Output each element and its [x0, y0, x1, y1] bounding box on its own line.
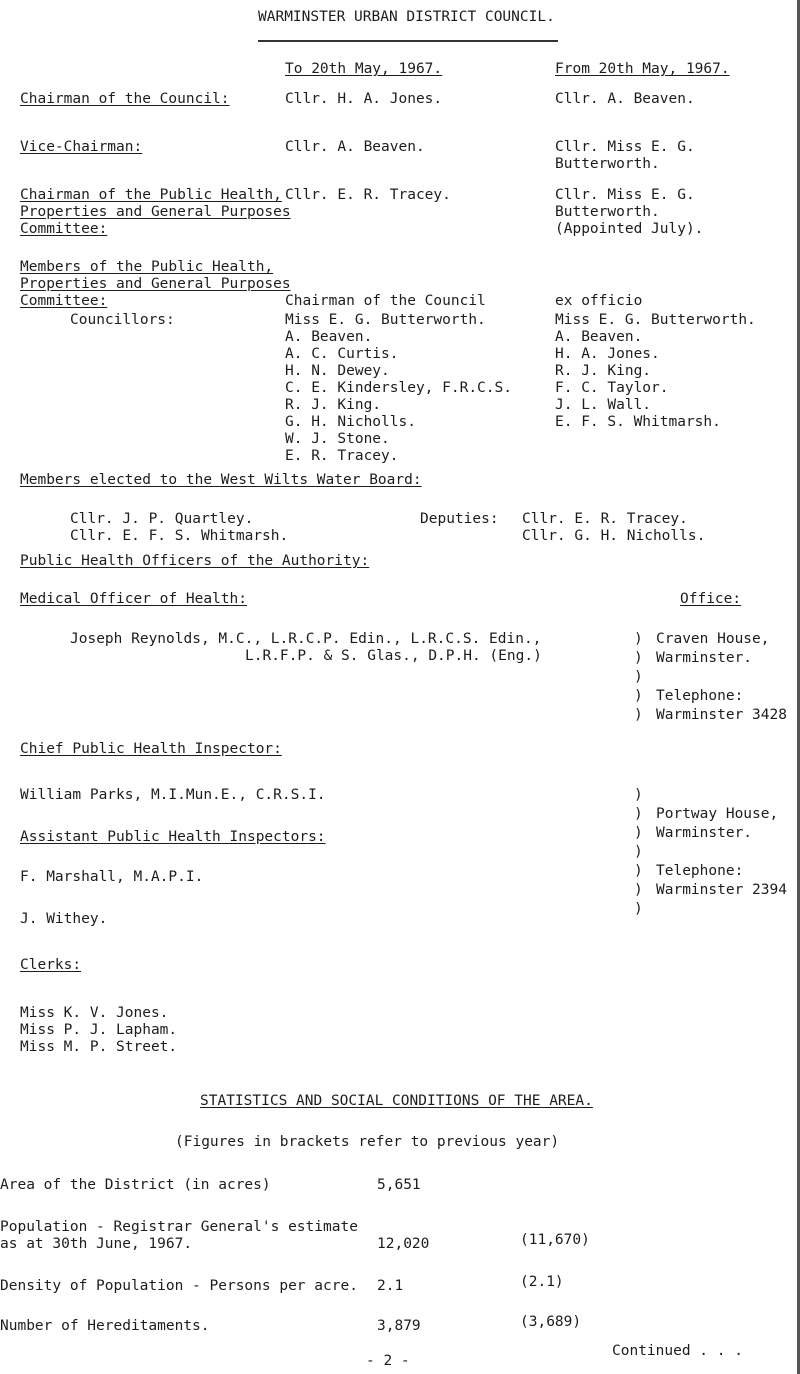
member-item: E. R. Tracey.	[285, 448, 399, 464]
committee-to-members	[285, 311, 512, 464]
statistics-heading: STATISTICS AND SOCIAL CONDITIONS OF THE AREA.	[200, 1093, 593, 1109]
member-item: H. N. Dewey.	[285, 363, 390, 379]
water-board-members: Cllr. J. P. Quartley. Cllr. E. F. S. Whitmarsh.	[70, 511, 289, 544]
stat-label-density: Density of Population - Persons per acre.	[0, 1278, 358, 1294]
member-item: A. Beaven.	[285, 329, 373, 345]
office-from-chairman: Cllr. A. Beaven.	[555, 91, 695, 107]
office-label-vice-chairman: Vice-Chairman:	[20, 139, 143, 155]
office-to-committee-chairman: Cllr. E. R. Tracey.	[285, 187, 451, 203]
clerk-item: Miss K. V. Jones.	[20, 1005, 169, 1021]
cphi-name: William Parks, M.I.Mun.E., C.R.S.I.	[20, 787, 326, 803]
member-item: C. E. Kindersley, F.R.C.S.	[285, 380, 512, 396]
inspectors-office-address: Portway House, Warminster. Telephone: Warminster 2394	[656, 806, 787, 898]
member-item: R. J. King.	[285, 397, 382, 413]
member-item: R. J. King.	[555, 363, 652, 379]
clerk-item: Miss M. P. Street.	[20, 1039, 178, 1055]
committee-members-label: Members of the Public Health, Properties and General Purposes Committee:	[20, 259, 291, 309]
clerks-label: Clerks:	[20, 957, 82, 973]
member-item: A. Beaven.	[555, 329, 643, 345]
assistant-inspector-name: F. Marshall, M.A.P.I.	[20, 869, 204, 885]
deputies-label: Deputies:	[420, 511, 499, 527]
stat-prev-population: (11,670)	[520, 1232, 590, 1248]
stat-label-hereditaments: Number of Hereditaments.	[0, 1318, 210, 1334]
office-label-chairman: Chairman of the Council:	[20, 91, 230, 107]
page-title: WARMINSTER URBAN DISTRICT COUNCIL.	[258, 9, 555, 25]
stat-prev-hereditaments: (3,689)	[520, 1314, 582, 1330]
title-rule	[258, 40, 558, 42]
clerks-list	[20, 1004, 177, 1055]
office-to-vice-chairman: Cllr. A. Beaven.	[285, 139, 425, 155]
member-item: F. C. Taylor.	[555, 380, 669, 396]
member-item: Miss E. G. Butterworth.	[555, 312, 756, 328]
officers-heading: Public Health Officers of the Authority:	[20, 553, 370, 569]
assistant-inspector-name: J. Withey.	[20, 911, 108, 927]
cphi-label: Chief Public Health Inspector:	[20, 741, 282, 757]
committee-from-head: ex officio	[555, 293, 643, 309]
member-item: Miss E. G. Butterworth.	[285, 312, 486, 328]
office-from-vice-chairman: Cllr. Miss E. G. Butterworth.	[555, 139, 695, 172]
stat-label-population: Population - Registrar General's estimate as at 30th June, 1967.	[0, 1219, 358, 1252]
councillors-label: Councillors:	[70, 312, 175, 328]
member-item: W. J. Stone.	[285, 431, 390, 447]
water-board-heading: Members elected to the West Wilts Water Board:	[20, 472, 422, 488]
column-heading-to: To 20th May, 1967.	[285, 61, 443, 77]
member-item: J. L. Wall.	[555, 397, 652, 413]
member-item: H. A. Jones.	[555, 346, 660, 362]
committee-to-head: Chairman of the Council	[285, 293, 486, 309]
moh-label: Medical Officer of Health:	[20, 591, 247, 607]
stat-prev-density: (2.1)	[520, 1274, 564, 1290]
member-item: G. H. Nicholls.	[285, 414, 416, 430]
office-label-committee-chairman: Chairman of the Public Health, Properties and General Purposes Committee:	[20, 187, 291, 237]
page-number: - 2 -	[366, 1353, 410, 1369]
office-label: Office:	[680, 591, 742, 607]
stat-value-population: 12,020	[377, 1236, 430, 1252]
office-to-chairman: Cllr. H. A. Jones.	[285, 91, 443, 107]
assistant-inspectors-label: Assistant Public Health Inspectors:	[20, 829, 326, 845]
statistics-note: (Figures in brackets refer to previous year)	[175, 1134, 560, 1150]
member-item: E. F. S. Whitmarsh.	[555, 414, 721, 430]
stat-value-density: 2.1	[377, 1278, 404, 1294]
continued-note: Continued . . .	[612, 1343, 743, 1359]
stat-label-area: Area of the District (in acres)	[0, 1177, 271, 1193]
column-heading-from: From 20th May, 1967.	[555, 61, 730, 77]
committee-from-members	[555, 311, 756, 430]
moh-office-address: Craven House, Warminster. Telephone: Warminster 3428	[656, 631, 787, 723]
stat-value-area: 5,651	[377, 1177, 421, 1193]
moh-name: Joseph Reynolds, M.C., L.R.C.P. Edin., L.R.C.S. Edin., L.R.F.P. & S. Glas., D.P.H. (Eng.)	[70, 631, 542, 664]
member-item: A. C. Curtis.	[285, 346, 399, 362]
water-board-deputies: Cllr. E. R. Tracey. Cllr. G. H. Nicholls.	[522, 511, 706, 544]
moh-brace: ) ) ) ) )	[634, 631, 643, 723]
stat-value-hereditaments: 3,879	[377, 1318, 421, 1334]
office-from-committee-chairman: Cllr. Miss E. G. Butterworth. (Appointed July).	[555, 187, 704, 237]
clerk-item: Miss P. J. Lapham.	[20, 1022, 178, 1038]
inspectors-brace: ) ) ) ) ) ) )	[634, 787, 643, 917]
